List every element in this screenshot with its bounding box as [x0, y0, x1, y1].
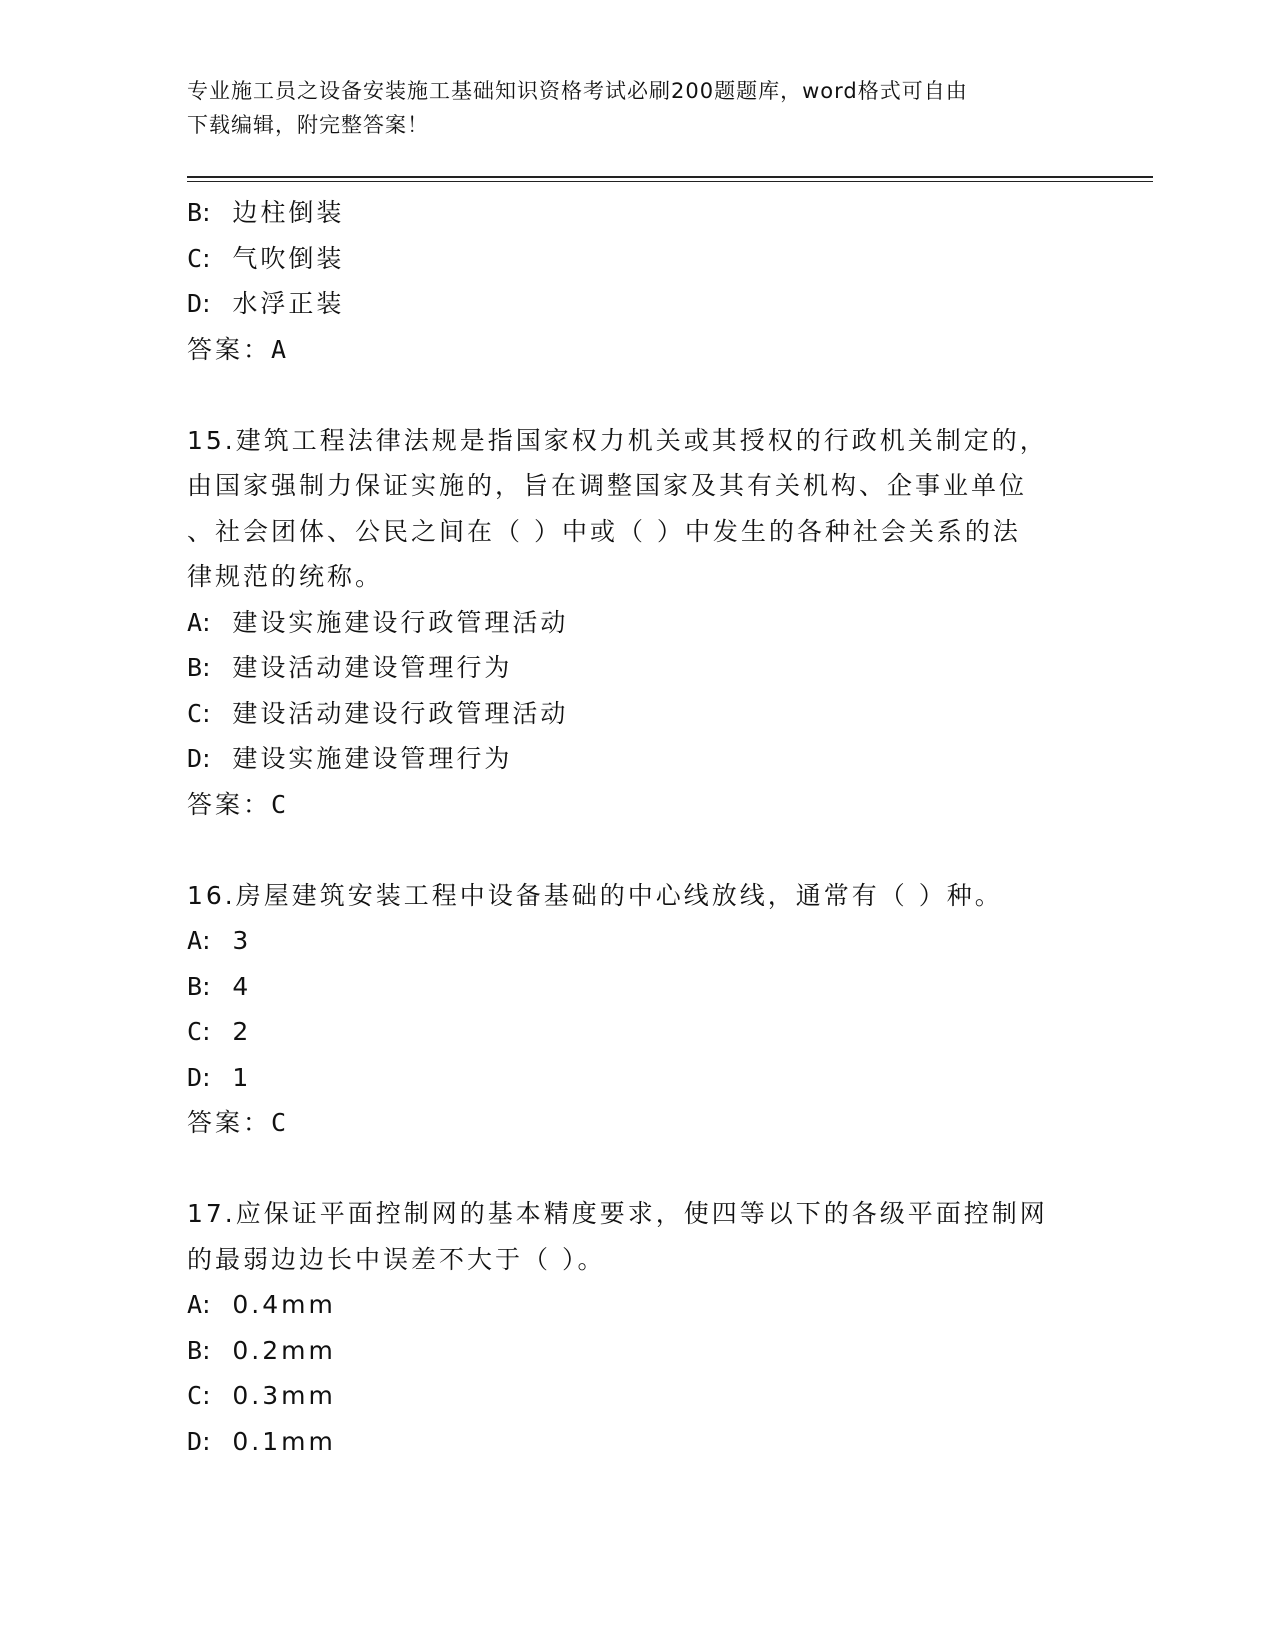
- header-title-line-2: 下载编辑，附完整答案！: [187, 113, 429, 137]
- header-title-line-1: 专业施工员之设备安装施工基础知识资格考试必刷200题题库，word格式可自由: [187, 79, 968, 103]
- question-text-line: 、社会团体、公民之间在（ ）中或（ ）中发生的各种社会关系的法: [187, 516, 1021, 546]
- option-b: B: 0.2mm: [187, 1335, 336, 1365]
- answer-line: 答案：C: [187, 789, 290, 819]
- header-divider-thick: [187, 176, 1153, 178]
- answer-line: 答案：C: [187, 1108, 290, 1137]
- document-header: [187, 74, 1067, 142]
- question-text-line: 的最弱边边长中误差不大于（ ）。: [187, 1244, 606, 1274]
- question-16: [187, 873, 1087, 1146]
- header-divider-thin: [187, 181, 1153, 182]
- question-text-line: 16.房屋建筑安装工程中设备基础的中心线放线，通常有（ ）种。: [187, 880, 1003, 910]
- spacer: [187, 827, 1087, 873]
- option-b: B: 边柱倒装: [187, 198, 345, 227]
- question-15: [187, 418, 1087, 828]
- option-b: B: 建设活动建设管理行为: [187, 653, 513, 682]
- question-text-line: 由国家强制力保证实施的，旨在调整国家及其有关机构、企事业单位: [187, 471, 1028, 500]
- question-17: [187, 1191, 1087, 1464]
- question-14-tail: [187, 190, 1087, 372]
- option-d: D: 水浮正装: [187, 289, 345, 318]
- question-text-line: 17.应保证平面控制网的基本精度要求，使四等以下的各级平面控制网: [187, 1199, 1048, 1228]
- option-d: D: 0.1mm: [187, 1426, 336, 1456]
- option-b: B: 4: [187, 971, 252, 1001]
- answer-line: 答案：A: [187, 334, 290, 364]
- option-a: A: 建设实施建设行政管理活动: [187, 607, 569, 637]
- spacer: [187, 1146, 1087, 1192]
- option-c: C: 0.3mm: [187, 1381, 336, 1410]
- question-text-line: 15.建筑工程法律法规是指国家权力机关或其授权的行政机关制定的，: [187, 425, 1048, 455]
- option-a: A: 3: [187, 926, 252, 955]
- document-body: [187, 190, 1087, 1464]
- option-d: D: 建设实施建设管理行为: [187, 744, 513, 773]
- spacer: [187, 372, 1087, 418]
- option-a: A: 0.4mm: [187, 1290, 336, 1319]
- option-d: D: 1: [187, 1062, 252, 1092]
- question-text-line: 律规范的统称。: [187, 562, 384, 591]
- option-c: C: 建设活动建设行政管理活动: [187, 698, 569, 728]
- option-c: C: 气吹倒装: [187, 243, 345, 273]
- option-c: C: 2: [187, 1017, 252, 1046]
